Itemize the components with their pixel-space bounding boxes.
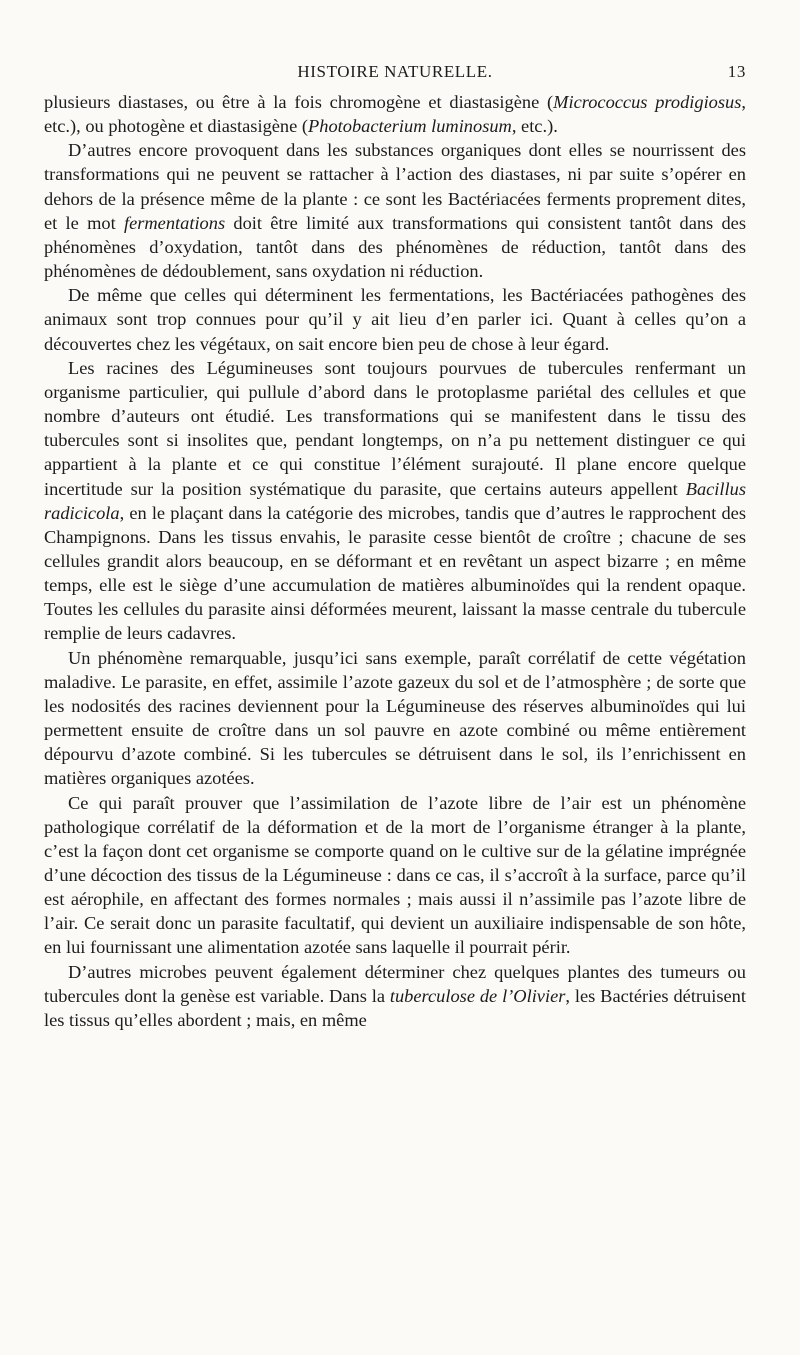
text-run: De même que celles qui déterminent les fermentations, les Bactériacées pathogènes des animaux sont trop connues pour qu’il y ait lieu d’en parler ici. Quant à celles qu’on a découvertes chez les végétaux, on sait encore bien peu de chose à leur égard. bbox=[44, 285, 746, 354]
running-head bbox=[44, 48, 746, 81]
text-run: Un phénomène remarquable, jusqu’ici sans exemple, paraît corrélatif de cette végétation maladive. Le parasite, en effet, assimile l’azote gazeux du sol et de l’atmosphère ; de sorte que les nodosités des racines deviennent pour la Légumineuse des réserves albuminoïdes qui lui permettent ensuite de croître dans un sol pauvre en azote combiné ou même entièrement dépourvu d’azote combiné. Si les tubercules se détruisent dans le sol, ils l’enrichissent en matières organiques azotées. bbox=[44, 647, 746, 789]
body-text bbox=[44, 90, 746, 1032]
book-page bbox=[0, 48, 800, 1355]
italic-term: tuberculose de l’Olivier bbox=[389, 985, 566, 1006]
text-run: , en le plaçant dans la catégorie des microbes, tandis que d’autres le rapprochent des Champignons. Dans les tissus envahis, le parasite cesse bientôt de croître ; chacune de ses cellules grandit alors beaucoup, en se déformant et en revêtant un aspect bizarre ; en même temps, elle est le siège d’une accumulation de matières albuminoïdes qui la rendent opaque. Toutes les cellules du parasite ainsi déformées meurent, laissant la masse centrale du tubercule remplie de leurs cadavres. bbox=[44, 502, 746, 644]
paragraph bbox=[44, 356, 746, 646]
italic-term: Bacillus radicicola bbox=[44, 478, 746, 523]
paragraph bbox=[44, 960, 746, 1032]
text-run: , les Bactéries détruisent les tissus qu’elles abordent ; mais, en même bbox=[44, 985, 746, 1030]
paragraph bbox=[44, 791, 746, 960]
text-run: Ce qui paraît prouver que l’assimilation de l’azote libre de l’air est un phénomène pathologique corrélatif de la déformation et de la mort de l’organisme étranger à la plante, c’est la façon dont cet organisme se comporte quand on le cultive sur de la gélatine imprégnée d’une décoction des tissus de la Légumineuse : dans ce cas, il s’accroît à la surface, parce qu’il est aérophile, en affectant des formes normales ; mais aussi il n’assimile pas l’azote libre de l’air. Ce serait donc un parasite facultatif, qui devient un auxiliaire indispensable de son hôte, en lui fournissant une alimentation azotée sans laquelle il pourrait périr. bbox=[44, 792, 746, 958]
paragraph bbox=[44, 138, 746, 283]
text-run: D’autres microbes peuvent également déterminer chez quelques plantes des tumeurs ou tubercules dont la genèse est variable. Dans la bbox=[44, 961, 746, 1006]
paragraph bbox=[44, 283, 746, 355]
italic-term: Micrococcus prodigiosus bbox=[553, 92, 742, 112]
italic-term: fermentations bbox=[123, 212, 226, 233]
paragraph bbox=[44, 90, 746, 138]
text-run: plusieurs diastases, ou être à la fois chromogène et diastasigène ( bbox=[44, 92, 554, 112]
text-run: D’autres encore provoquent dans les substances organiques dont elles se nourrissent des transformations qui ne peuvent se rattacher à l’action des diastases, ni par suite s’opérer en dehors de la présence même de la plante : ce sont les Bactériacées ferments proprement dites, et le mot bbox=[44, 140, 746, 233]
italic-term: Photobacterium luminosum bbox=[308, 116, 512, 137]
page-number: 13 bbox=[727, 62, 746, 81]
text-run: doit être limité aux transformations qui consistent tantôt dans des phénomènes d’oxydation, tantôt dans des phénomènes de réduction, tantôt dans des phénomènes de dédoublement, sans oxydation ni réduction. bbox=[44, 212, 746, 282]
paragraph bbox=[44, 646, 746, 791]
running-title: HISTOIRE NATURELLE. bbox=[297, 62, 493, 81]
text-run: Les racines des Légumineuses sont toujours pourvues de tubercules renfermant un organisme particulier, qui pullule d’abord dans le protoplasme pariétal des cellules et que nombre d’auteurs ont étudié. Les transformations qui se manifestent dans le tissu des tubercules sont si insolites que, pendant longtemps, on n’a pu nettement distinguer ce qui appartient à la plante et ce qui constitue l’élément surajouté. Il plane encore quelque incertitude sur la position systématique du parasite, que certains auteurs appellent bbox=[44, 357, 746, 499]
text-run: , etc.). bbox=[511, 116, 558, 137]
text-run: , etc.), ou photogène et diastasigène ( bbox=[44, 92, 746, 137]
